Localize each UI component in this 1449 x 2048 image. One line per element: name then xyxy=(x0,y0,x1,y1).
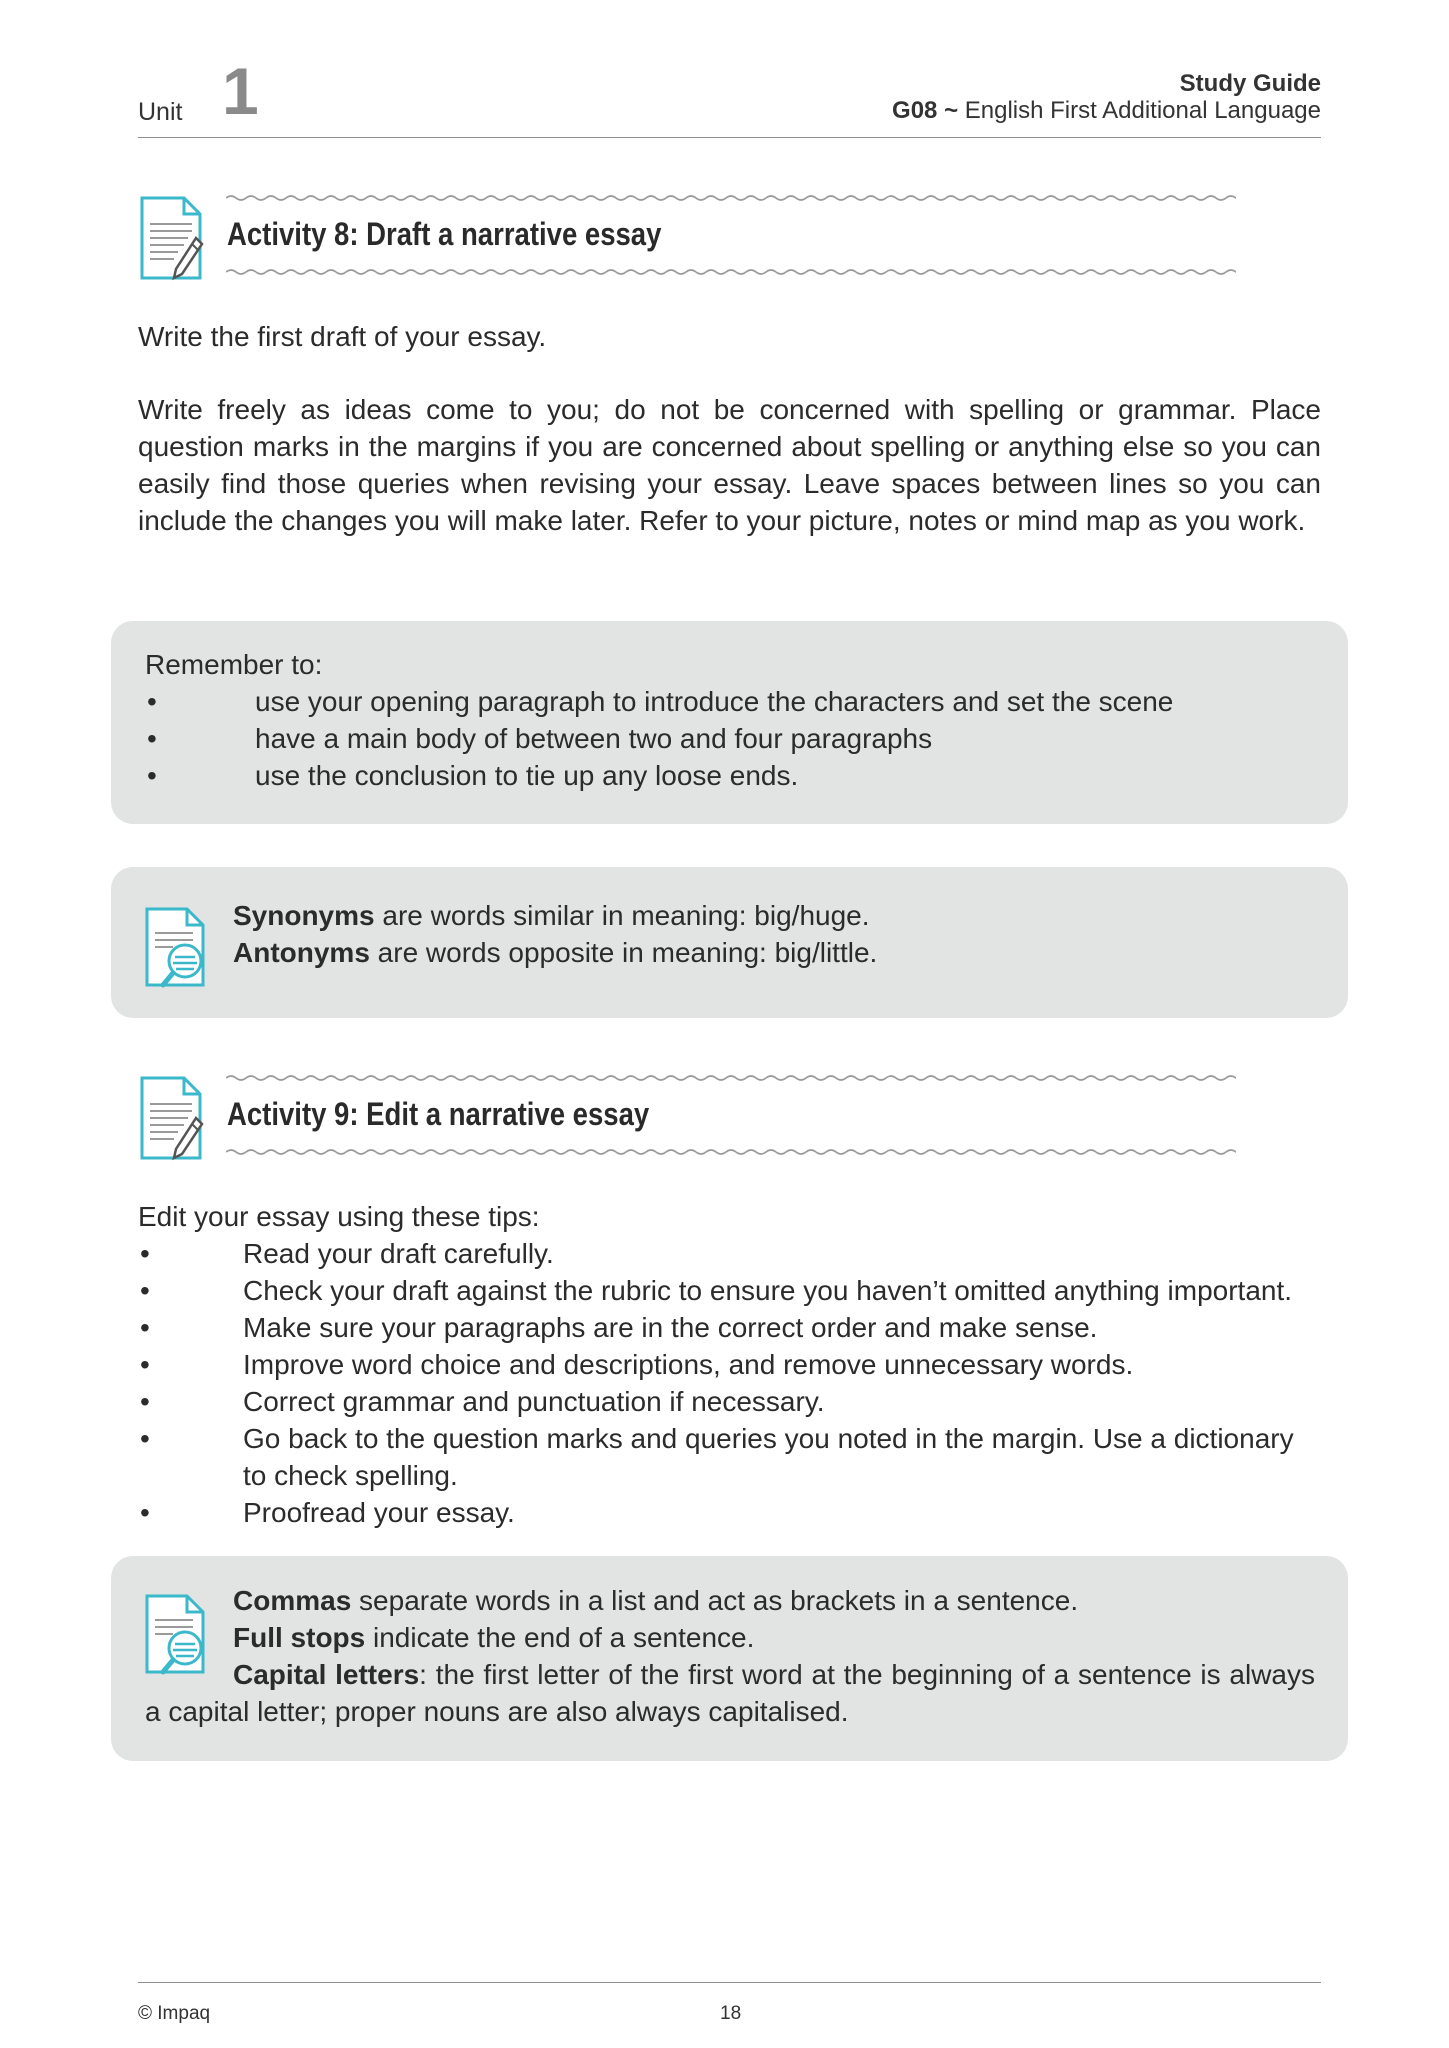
capitals-line xyxy=(145,1656,1315,1730)
list-item: • Improve word choice and descriptions, and remove unnecessary words. xyxy=(138,1346,1321,1383)
synonyms-line xyxy=(233,897,1323,934)
guide-subject: English First Additional Language xyxy=(964,97,1321,124)
antonyms-definition: are words opposite in meaning: big/little. xyxy=(369,937,878,968)
capitals-term: Capital letters xyxy=(233,1659,420,1690)
header-divider xyxy=(138,137,1321,138)
page-number: 18 xyxy=(720,2003,742,2024)
unit-label: Unit xyxy=(138,98,183,126)
synonyms-definition: are words similar in meaning: big/huge. xyxy=(374,900,870,931)
footer-divider xyxy=(138,1982,1321,1983)
commas-line xyxy=(145,1582,1315,1619)
list-item: • Go back to the question marks and queries you noted in the margin. Use a dictionary to check spelling. xyxy=(138,1420,1321,1494)
unit-number: 1 xyxy=(222,54,259,128)
activity-8-title: Activity 8: Draft a narrative essay xyxy=(227,216,662,252)
magnifier-document-icon xyxy=(143,905,209,991)
synonyms-term: Synonyms xyxy=(233,900,375,931)
fullstops-line xyxy=(145,1619,1315,1656)
activity-8-intro: Write the first draft of your essay. xyxy=(138,321,547,352)
remember-heading: Remember to: xyxy=(145,649,323,680)
remember-list xyxy=(145,683,1325,794)
fullstops-definition: indicate the end of a sentence. xyxy=(365,1622,755,1653)
fullstops-term: Full stops xyxy=(233,1622,366,1653)
activity-8-heading xyxy=(138,194,1238,294)
commas-definition: separate words in a list and act as brackets in a sentence. xyxy=(351,1585,1079,1616)
remember-box xyxy=(111,621,1348,824)
wavy-divider-top xyxy=(226,194,1236,202)
activity-9-tips xyxy=(138,1198,1321,1531)
guide-subtitle xyxy=(892,97,1321,125)
punctuation-box xyxy=(111,1556,1348,1761)
list-item: • Correct grammar and punctuation if necessary. xyxy=(138,1383,1321,1420)
wavy-divider-top xyxy=(226,1074,1236,1082)
list-item: • use your opening paragraph to introduce the characters and set the scene xyxy=(145,683,1325,720)
list-item: • Proofread your essay. xyxy=(138,1494,1321,1531)
list-item: • Read your draft carefully. xyxy=(138,1235,1321,1272)
guide-title: Study Guide xyxy=(1179,70,1321,97)
document-pencil-icon xyxy=(138,194,204,282)
tips-list xyxy=(138,1235,1321,1531)
capitals-definition: : the first letter of the first word at the beginning of a sentence is always a capital letter; proper nouns are also always capitalised. xyxy=(145,1659,1316,1727)
synonyms-box xyxy=(111,867,1348,1018)
list-item: • Make sure your paragraphs are in the correct order and make sense. xyxy=(138,1309,1321,1346)
copyright: © Impaq xyxy=(138,2003,211,2024)
list-item: • have a main body of between two and four paragraphs xyxy=(145,720,1325,757)
commas-term: Commas xyxy=(233,1585,352,1616)
wavy-divider-bottom xyxy=(226,268,1236,276)
activity-9-title: Activity 9: Edit a narrative essay xyxy=(227,1096,650,1132)
guide-code: G08 ~ xyxy=(892,97,959,124)
document-pencil-icon xyxy=(138,1074,204,1162)
list-item: • use the conclusion to tie up any loose ends. xyxy=(145,757,1325,794)
activity-9-heading xyxy=(138,1074,1238,1174)
list-item: • Check your draft against the rubric to ensure you haven’t omitted anything important. xyxy=(138,1272,1321,1309)
activity-9-intro: Edit your essay using these tips: xyxy=(138,1201,540,1232)
antonyms-term: Antonyms xyxy=(233,937,370,968)
wavy-divider-bottom xyxy=(226,1148,1236,1156)
activity-8-body: Write freely as ideas come to you; do not be concerned with spelling or grammar. Place question marks in the margins if you are concerned about spelling or anything else so you can easily find those queries when revising your essay. Leave spaces between lines so you can include the changes you will make later. Refer to your picture, notes or mind map as you work. xyxy=(138,394,1321,536)
antonyms-line xyxy=(233,934,1323,971)
